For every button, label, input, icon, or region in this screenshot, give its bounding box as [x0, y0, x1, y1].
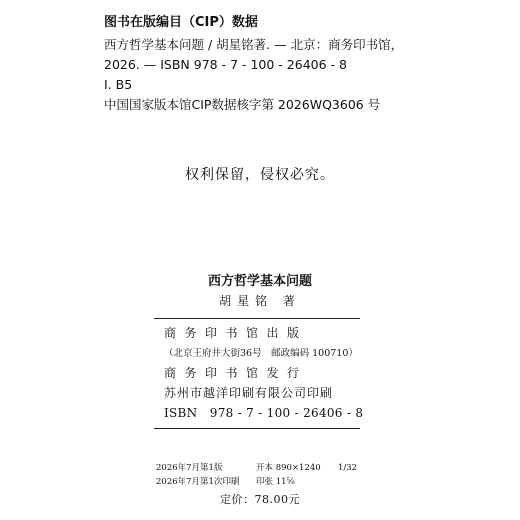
imprint-box: [154, 318, 364, 429]
book-price: 定价：78.00元: [220, 493, 300, 506]
book-format: 开本 890×1240: [256, 463, 321, 473]
publication-row-printing: [156, 475, 378, 489]
publication-row-edition: [156, 461, 378, 475]
book-author: 胡星铭 著: [219, 294, 301, 308]
book-title: 西方哲学基本问题: [207, 274, 312, 289]
rights-reserved-notice: 权利保留，侵权必究。: [185, 167, 335, 183]
imprint-isbn: ISBN 978 - 7 - 100 - 26406 - 8: [164, 406, 364, 420]
cip-line-classification: Ⅰ. B5: [104, 77, 133, 92]
imprint-address: （北京王府井大街36号 邮政编码 100710）: [164, 348, 358, 359]
imprint-printer: 苏州市越洋印刷有限公司印刷: [164, 386, 334, 400]
cip-line-isbn: 2026. — ISBN 978 - 7 - 100 - 26406 - 8: [104, 57, 347, 72]
cip-block: [104, 14, 434, 116]
edition-date: 2026年7月第1版: [156, 463, 223, 473]
publication-details: [156, 461, 378, 489]
cip-line-title-author: 西方哲学基本问题 / 胡星铭著. — 北京：商务印书馆，: [104, 37, 404, 52]
printed-sheets: 印张 11⅝: [256, 477, 295, 487]
fold-size: 1/32: [338, 463, 358, 473]
imprint-publisher: 商务印书馆出版: [164, 326, 308, 340]
cip-title: 图书在版编目（CIP）数据: [104, 15, 258, 30]
imprint-distributor: 商务印书馆发行: [164, 366, 308, 380]
printing-date: 2026年7月第1次印刷: [156, 477, 240, 487]
cip-line-record-number: 中国国家版本馆CIP数据核字第 2026WQ3606 号: [104, 97, 381, 112]
